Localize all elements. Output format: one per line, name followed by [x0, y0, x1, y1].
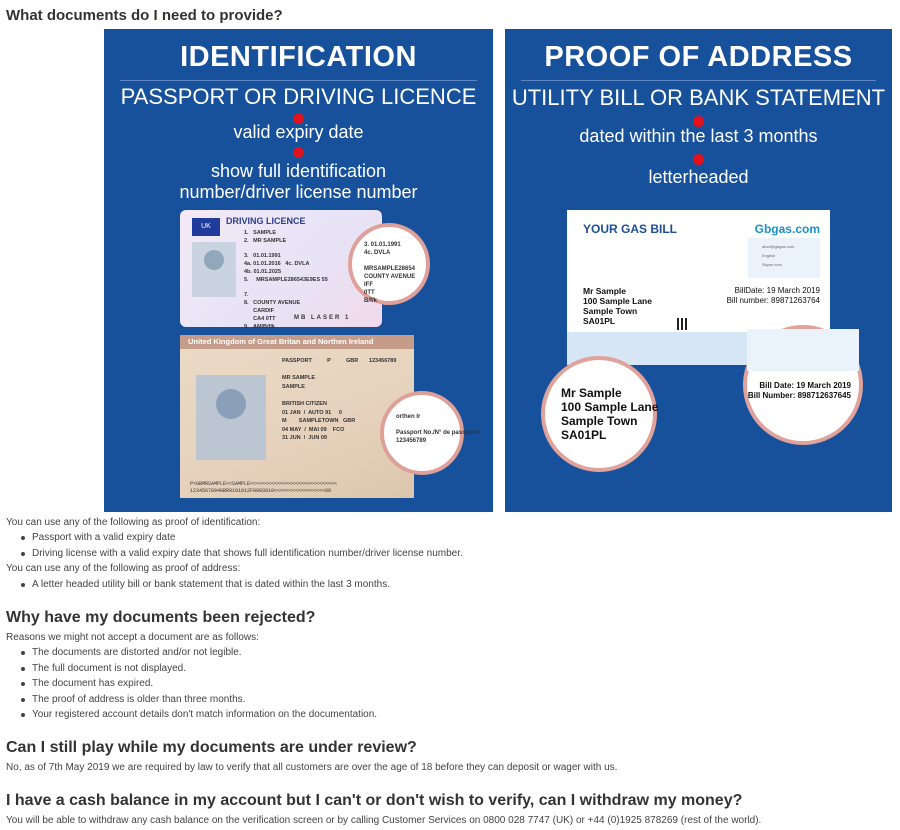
id-point-number-line1: show full identification	[210, 161, 387, 181]
passport-card	[180, 335, 414, 498]
address-subtitle: UTILITY BILL OR BANK STATEMENT	[511, 85, 886, 110]
passport-mrz-line1: P<GBMRSAMPLE<<SAMPLE<<<<<<<<<<<<<<<<<<<<<<<<<<<<<	[190, 481, 338, 487]
bill-details-magnifier	[743, 325, 863, 445]
passport-mrz-line2: 1234567894GBR9101012F0903010<<<<<<<<<<<<<<<<<00	[190, 488, 332, 494]
id-point-expiry: valid expiry date	[233, 122, 364, 142]
licence-photo-placeholder	[192, 242, 236, 297]
passport-photo-placeholder	[196, 375, 266, 460]
id-list	[32, 530, 463, 561]
bill-contact-box: abcd@gbgas.com English Skype.com	[748, 238, 820, 278]
passport-zoom-text: orthen Ir Passport No./N° de passeport 123456789	[396, 414, 481, 444]
licence-details: 1. SAMPLE 2. MR SAMPLE 3. 01.01.1991 4a. 01.01.2016 4c. DVLA 4b. 01.01.2025 5. MRSAMPLE286543E9ES 55 7. 8. COUNTY AVENUE CARDIF CA4 0TT 9. AM/B/f/k	[244, 230, 328, 330]
list-item: Your registered account details don't match information on the documentation.	[32, 707, 377, 723]
address-magnifier	[541, 356, 657, 472]
bullet-dot-icon	[693, 154, 704, 165]
id-intro-text: You can use any of the following as proof of identification:	[6, 517, 261, 528]
passport-header: United Kingdom of Great Britan and Northen Ireland	[180, 335, 414, 349]
section-heading-documents: What documents do I need to provide?	[6, 7, 283, 24]
proof-of-address-infographic	[505, 29, 892, 512]
bill-address: Mr Sample 100 Sample Lane Sample Town SA01PL	[583, 286, 652, 326]
address-title: PROOF OF ADDRESS	[544, 41, 853, 73]
zoom-contact-band	[747, 329, 859, 371]
title-divider	[120, 80, 477, 81]
passport-magnifier	[380, 391, 481, 475]
bill-meta: BillDate: 19 March 2019 Bill number: 89871263764	[726, 286, 820, 305]
list-item: The documents are distorted and/or not legible.	[32, 645, 377, 661]
title-divider	[521, 80, 876, 81]
under-review-text: No, as of 7th May 2019 we are required by law to verify that all customers are over the age of 18 before they can deposit or wager with us.	[6, 762, 618, 773]
list-item: The document has expired.	[32, 676, 377, 692]
licence-zoom-text: 3. 01.01.1991 4c. DVLA MRSAMPLE28654 COUNTY AVENUE IFF 0TT B/f/k	[364, 242, 416, 304]
address-point-letterheaded: letterheaded	[648, 167, 749, 187]
bullet-dot-icon	[293, 147, 304, 158]
list-item: A letter headed utility bill or bank statement that is dated within the last 3 months.	[32, 577, 390, 593]
withdraw-text: You will be able to withdraw any cash balance on the verification screen or by calling Customer Services on 0800 028 7747 (UK) or +44 (0)1925 878269 (rest of the world).	[6, 815, 762, 826]
list-item: The full document is not displayed.	[32, 661, 377, 677]
rejected-intro-text: Reasons we might not accept a document are as follows:	[6, 632, 259, 643]
bill-brand: Gbgas.com	[754, 222, 820, 236]
identification-subtitle: PASSPORT OR DRIVING LICENCE	[120, 84, 477, 109]
rejected-list	[32, 645, 377, 723]
addr-list	[32, 577, 390, 593]
id-point-number-line2: number/driver license number	[179, 182, 418, 202]
identification-infographic	[104, 29, 493, 512]
licence-header: DRIVING LICENCE	[226, 216, 306, 226]
bill-zoom-text: Bill Date: 19 March 2019 Bill Number: 898712637645	[747, 381, 851, 400]
bill-header: YOUR GAS BILL	[583, 222, 678, 236]
section-heading-rejected: Why have my documents been rejected?	[6, 609, 316, 626]
section-heading-under-review: Can I still play while my documents are under review?	[6, 739, 417, 756]
uk-flag-icon: UK	[192, 218, 220, 236]
qr-code-icon	[677, 318, 689, 330]
passport-mrz	[190, 481, 337, 495]
addr-intro-text: You can use any of the following as proof of address:	[6, 563, 241, 574]
address-zoom-text: Mr Sample 100 Sample Lane Sample Town SA01PL	[561, 386, 659, 442]
section-heading-withdraw: I have a cash balance in my account but I can't or don't wish to verify, can I withdraw my money?	[6, 792, 743, 809]
list-item: Driving license with a valid expiry date that shows full identification number/driver license number.	[32, 546, 463, 562]
licence-magnifier	[348, 223, 430, 305]
licence-footer: MB LASER 1	[294, 315, 351, 321]
identification-title: IDENTIFICATION	[180, 41, 417, 73]
passport-details: PASSPORT P GBR 123456789 MR SAMPLE SAMPLE BRITISH CITIZEN 01 JAN / AUTO 91 0 M SAMPLETOWN GBR 04 MAY / MAI 09 FCO 31 JUN / JUN 09	[282, 358, 397, 442]
list-item: The proof of address is older than three months.	[32, 692, 377, 708]
list-item: Passport with a valid expiry date	[32, 530, 463, 546]
address-point-dated: dated within the last 3 months	[579, 126, 818, 146]
